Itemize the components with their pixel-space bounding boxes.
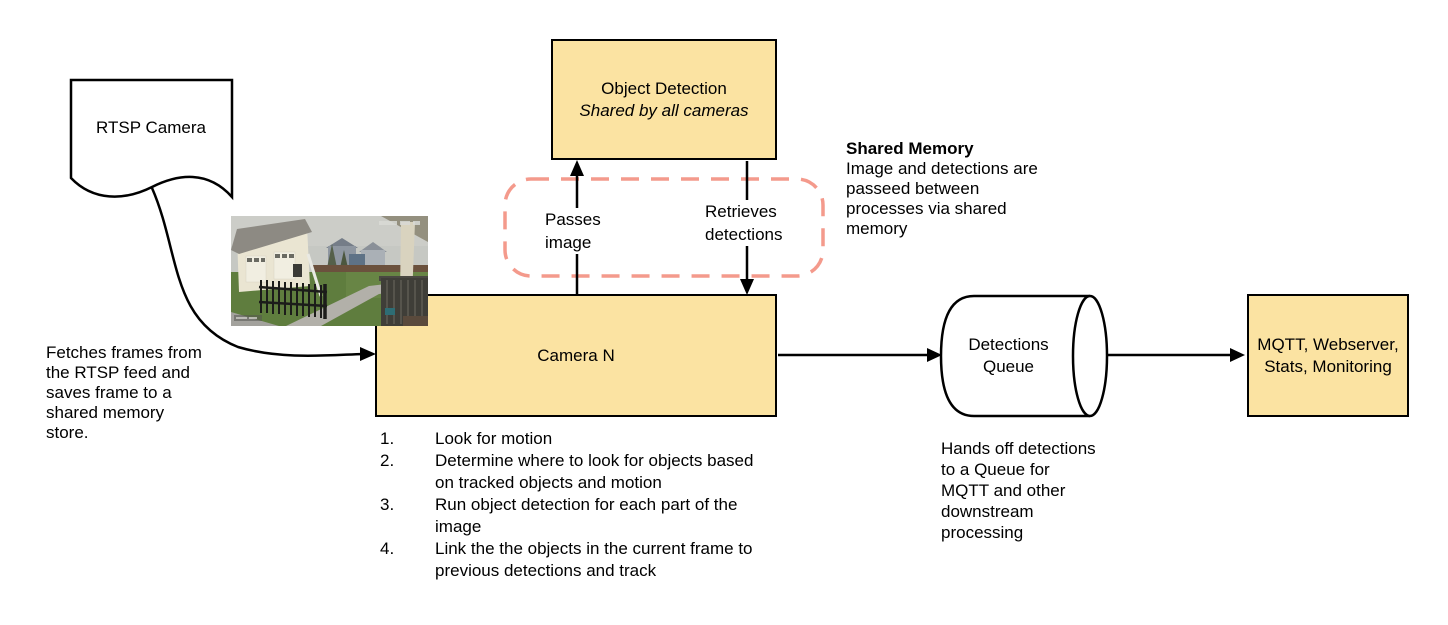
retrieves-detections-label: Retrieves detections bbox=[705, 200, 795, 246]
camera-step bbox=[380, 538, 757, 582]
camera-step bbox=[380, 494, 757, 538]
passes-image-label: Passes image bbox=[545, 208, 609, 254]
camera-step-text: Look for motion bbox=[435, 429, 553, 448]
camera-step-number: 4. bbox=[380, 539, 395, 558]
camera-step-text: Determine where to look for objects based on tracked objects and motion bbox=[435, 451, 754, 492]
camera-step bbox=[380, 428, 757, 450]
queue-to-outputs-arrowhead bbox=[1230, 348, 1245, 362]
outputs-label: MQTT, Webserver, Stats, Monitoring bbox=[1257, 334, 1399, 376]
photo-garage bbox=[231, 219, 321, 296]
detections-queue-label: Detections Queue bbox=[968, 334, 1049, 376]
camera-step-number: 1. bbox=[380, 429, 395, 448]
rtsp-camera-label: RTSP Camera bbox=[96, 118, 206, 137]
camera-step bbox=[380, 450, 757, 494]
fetch-arrowhead bbox=[360, 347, 376, 361]
camera-steps-list bbox=[380, 428, 757, 582]
queue-handoff-note bbox=[941, 438, 1161, 543]
camera-snapshot-image bbox=[231, 216, 428, 326]
photo-watermark-mark bbox=[234, 315, 262, 321]
object-detection-node bbox=[551, 39, 777, 160]
camera-step-number: 2. bbox=[380, 451, 395, 470]
object-detection-title: Object Detection bbox=[601, 78, 727, 98]
shared-memory-note-text: Image and detections are passeed between processes via shared memory bbox=[846, 159, 1038, 238]
fetch-frames-note bbox=[46, 343, 246, 443]
retrieves-detections-arrowhead bbox=[740, 279, 754, 295]
camera-n-node bbox=[375, 294, 777, 417]
camera-to-queue-arrowhead bbox=[927, 348, 942, 362]
passes-image-arrowhead bbox=[570, 160, 584, 176]
detections-queue-cap bbox=[1073, 296, 1107, 416]
shared-memory-note-title: Shared Memory bbox=[846, 139, 974, 158]
shared-memory-note bbox=[846, 139, 1071, 239]
camera-step-number: 3. bbox=[380, 495, 395, 514]
outputs-node bbox=[1247, 294, 1409, 417]
object-detection-subtitle: Shared by all cameras bbox=[579, 100, 749, 120]
queue-handoff-note-text: Hands off detections to a Queue for MQTT and other downstream processing bbox=[941, 439, 1096, 542]
camera-step-text: Link the the objects in the current frame to previous detections and track bbox=[435, 539, 753, 580]
camera-step-text: Run object detection for each part of the image bbox=[435, 495, 738, 536]
fetch-frames-note-text: Fetches frames from the RTSP feed and saves frame to a shared memory store. bbox=[46, 343, 202, 442]
camera-n-label: Camera N bbox=[537, 345, 615, 365]
